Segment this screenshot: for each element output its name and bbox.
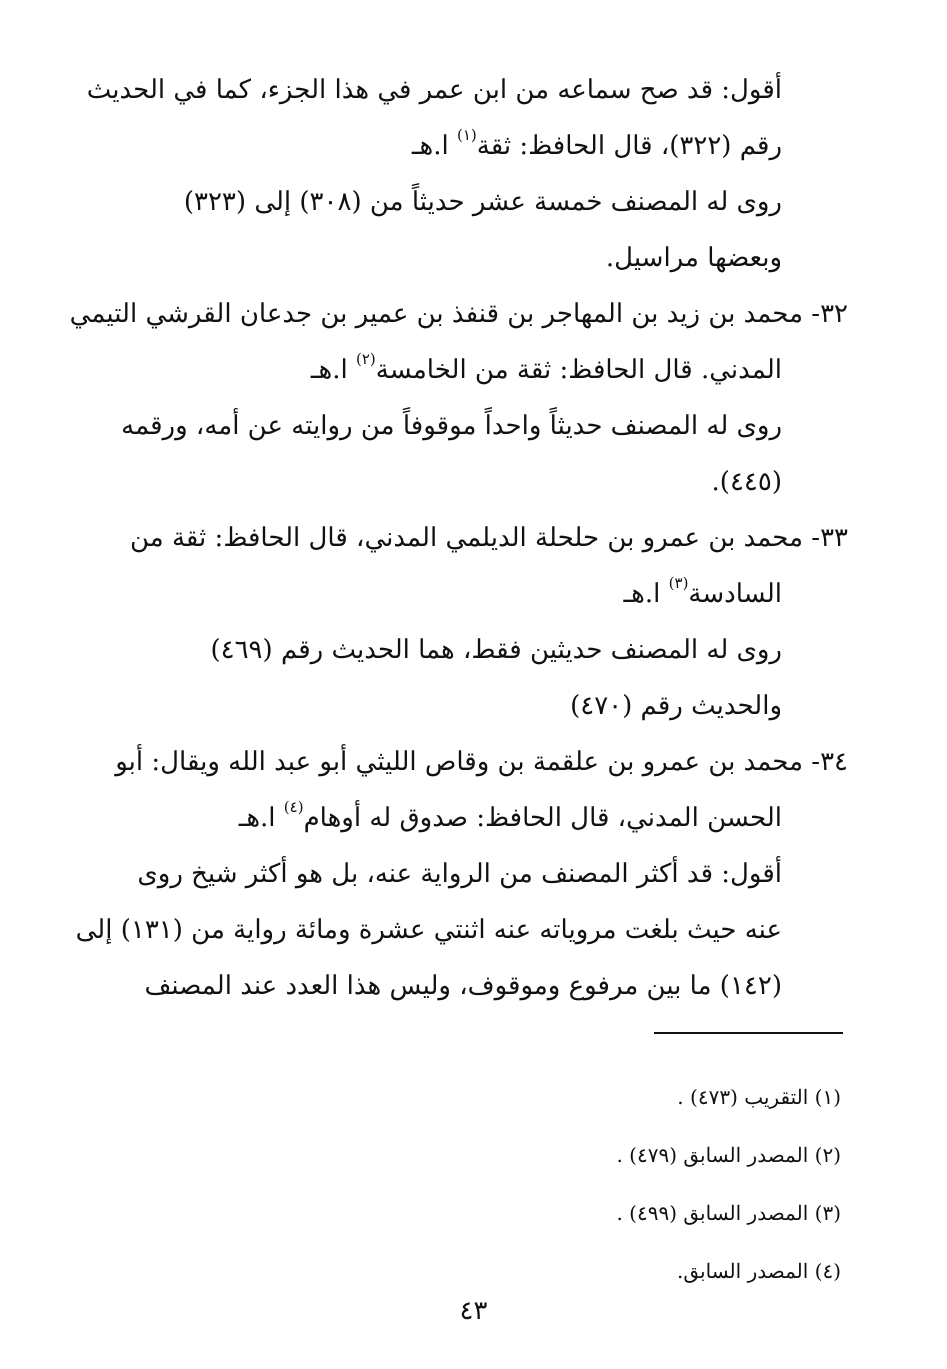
page-number: ٤٣ (459, 1296, 488, 1326)
footnote-ref-1: (١) (456, 126, 477, 144)
text-line: روى له المصنف حديثين فقط، هما الحديث رقم (٤٦٩) (210, 635, 782, 665)
footnote-4: (٤) المصدر السابق. (677, 1259, 841, 1283)
text-line: والحديث رقم (٤٧٠) (570, 691, 782, 721)
text-line: المدني. قال الحافظ: ثقة من الخامسة$^{(٢)}$ ا.هـ (310, 350, 782, 385)
footnote-ref-4: (٤) (283, 798, 304, 816)
footnote-ref-3: (٣) (668, 574, 689, 592)
entry-32-heading: ٣٢- محمد بن زيد بن المهاجر بن قنفذ بن عمير بن جدعان القرشي التيمي (69, 299, 848, 329)
footnote-3: (٣) المصدر السابق (٤٩٩) . (616, 1201, 841, 1225)
text-line: عنه حيث بلغت مروياته عنه اثنتي عشرة ومائة رواية من (١٣١) إلى (75, 915, 782, 945)
main-text (69, 62, 848, 1014)
text-line: روى له المصنف حديثاً واحداً موقوفاً من روايته عن أمه، ورقمه (121, 411, 782, 441)
text-line: رقم (٣٢٢)، قال الحافظ: ثقة$^{(١)}$ ا.هـ (411, 126, 782, 161)
footnote-ref-2: (٢) (355, 350, 376, 368)
entry-34-heading: ٣٤- محمد بن عمرو بن علقمة بن وقاص الليثي أبو عبد الله ويقال: أبو (115, 747, 848, 777)
text-line: الحسن المدني، قال الحافظ: صدوق له أوهام$^{(٤)}$ ا.هـ (238, 798, 782, 833)
footnote-2: (٢) المصدر السابق (٤٧٩) . (616, 1143, 841, 1167)
footnote-1: (١) التقريب (٤٧٣) . (677, 1085, 841, 1109)
text-line: روى له المصنف خمسة عشر حديثاً من (٣٠٨) إلى (٣٢٣) (183, 187, 782, 217)
text-line: السادسة$^{(٣)}$ ا.هـ (623, 574, 782, 609)
text-line: أقول: قد أكثر المصنف من الرواية عنه، بل هو أكثر شيخ روى (137, 859, 782, 889)
text-line: (١٤٢) ما بين مرفوع وموقوف، وليس هذا العدد عند المصنف (144, 971, 782, 1001)
text-line: وبعضها مراسيل. (605, 243, 782, 273)
footnote-divider (654, 1032, 843, 1034)
entry-33-heading: ٣٣- محمد بن عمرو بن حلحلة الديلمي المدني، قال الحافظ: ثقة من (129, 523, 848, 553)
footnotes (441, 1068, 841, 1300)
text-line: أقول: قد صح سماعه من ابن عمر في هذا الجزء، كما في الحديث (86, 75, 782, 105)
text-line: (٤٤٥). (711, 467, 782, 497)
